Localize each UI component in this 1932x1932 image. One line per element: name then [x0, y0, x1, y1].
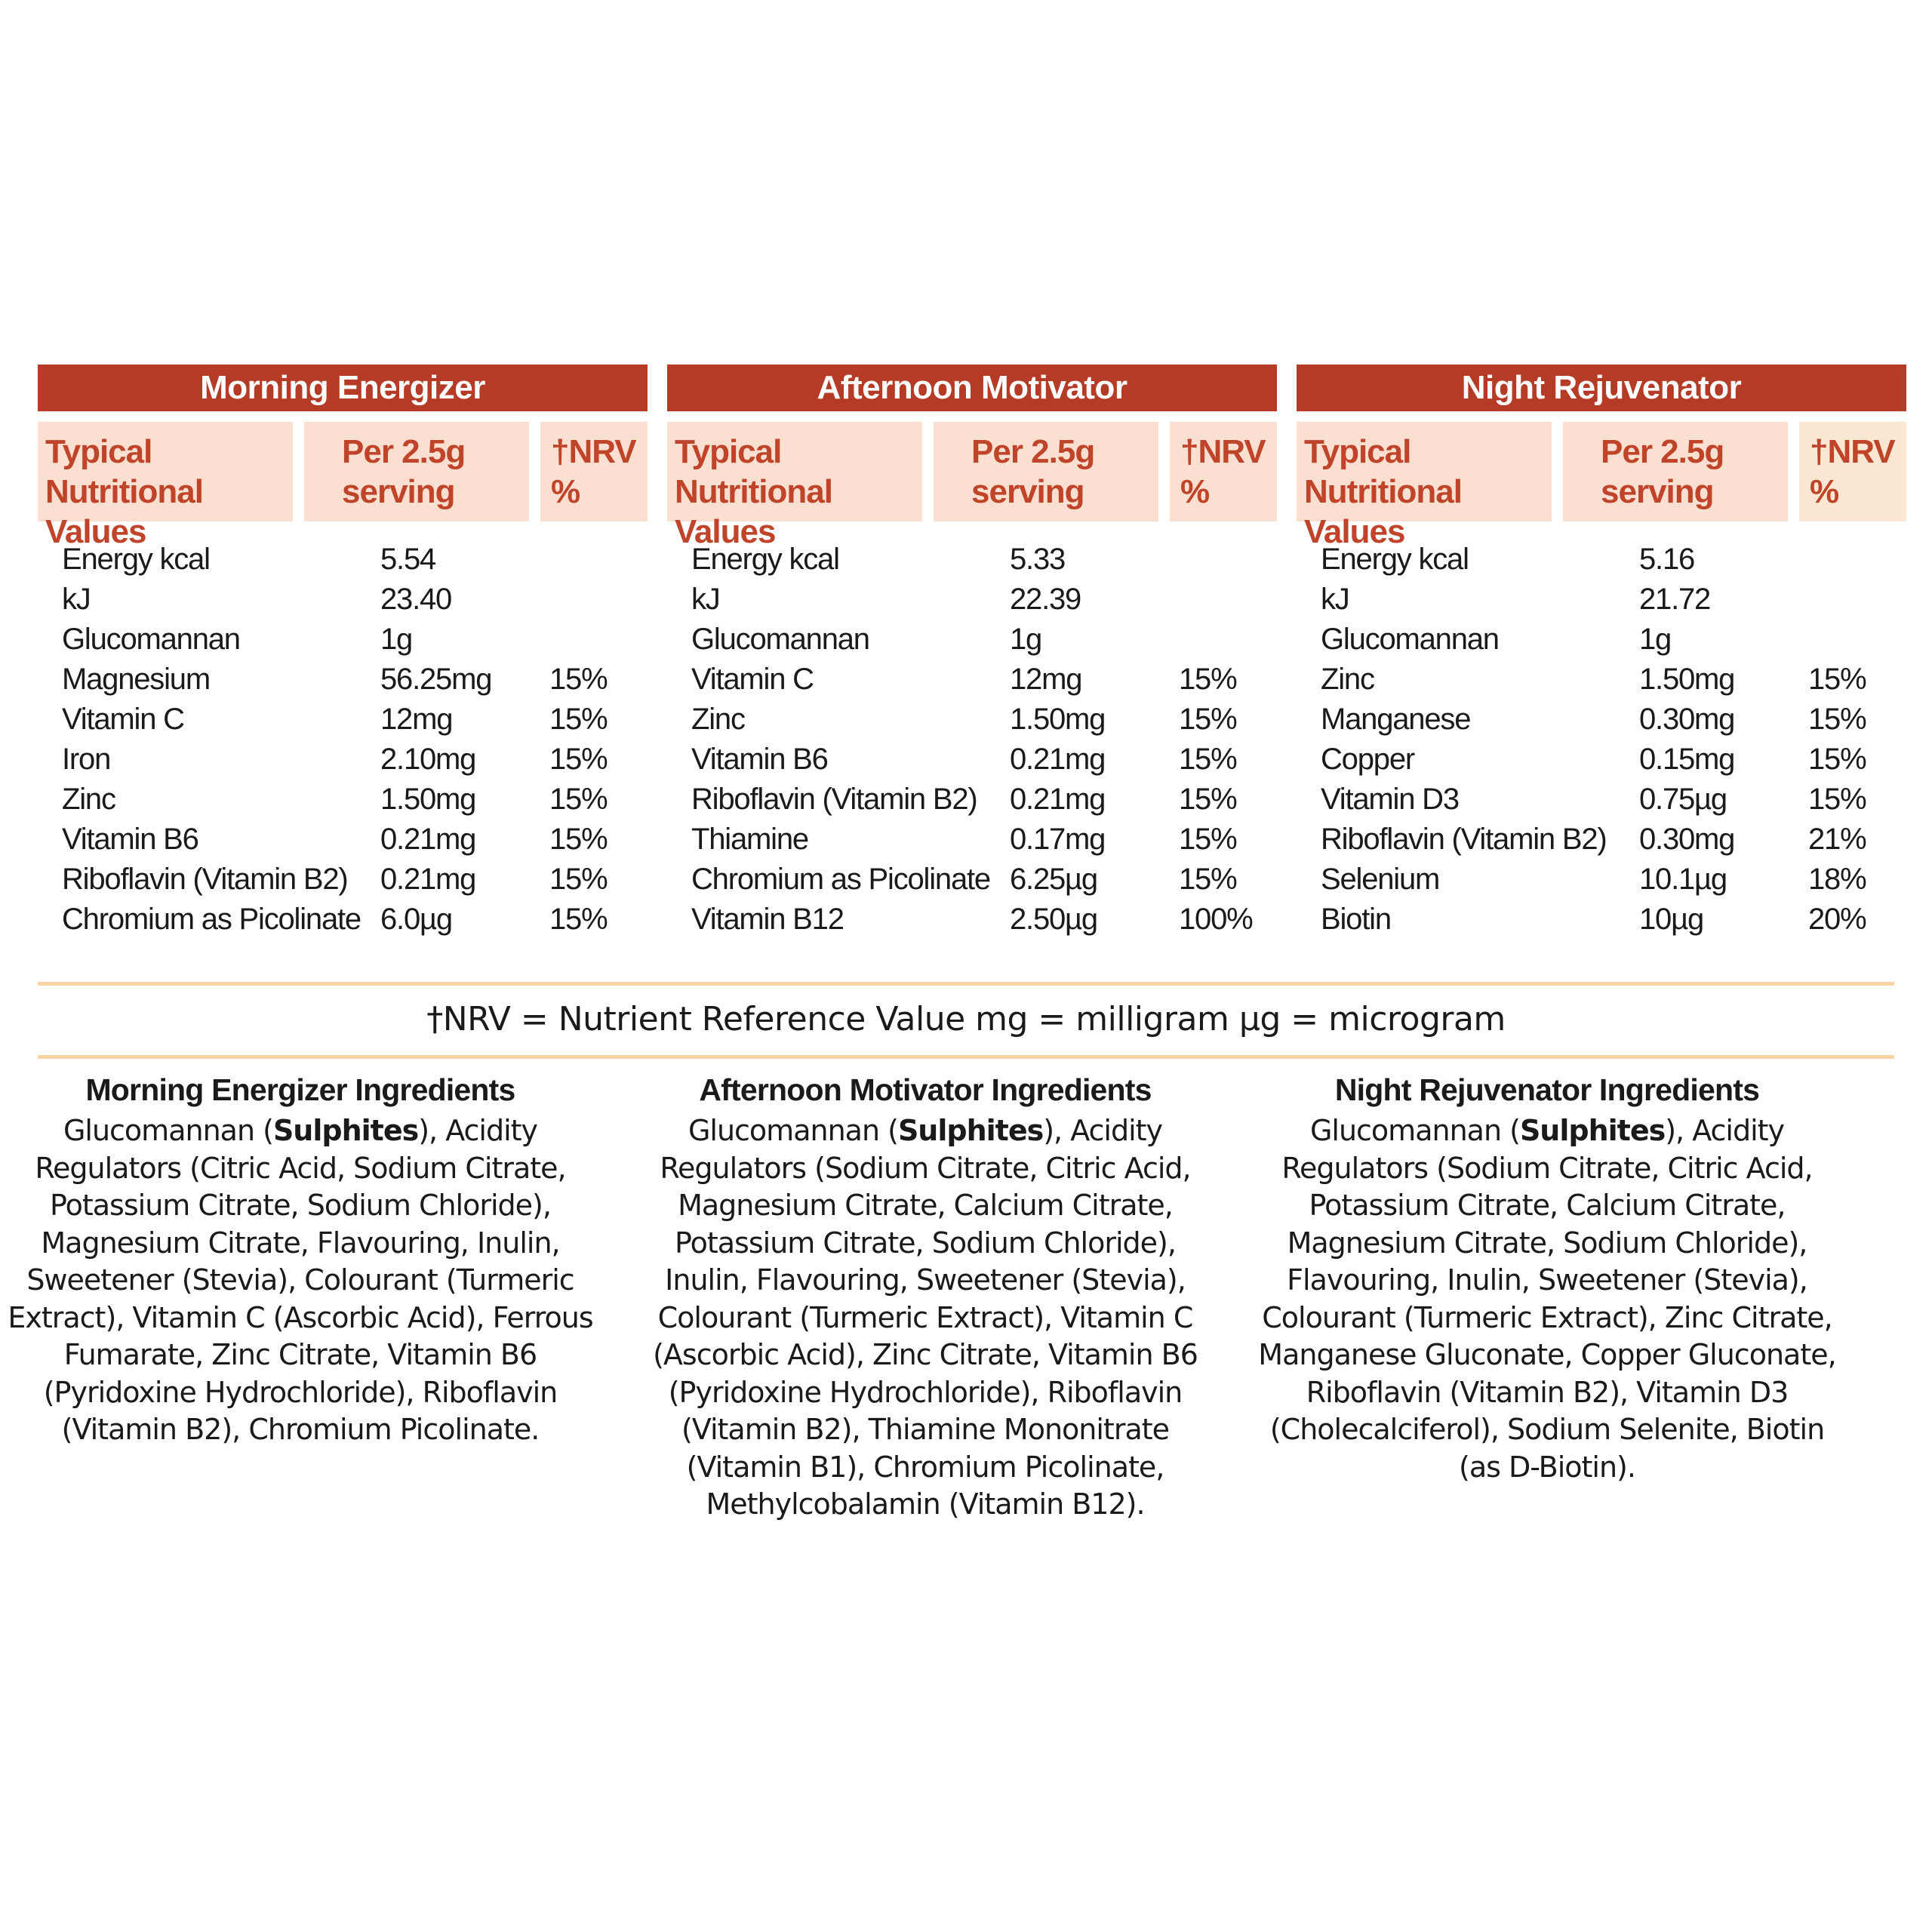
nutrient-value: 12mg — [1010, 663, 1082, 696]
nutrient-nrv: 15% — [549, 863, 608, 896]
table-row — [1297, 740, 1906, 780]
header-serving: Per 2.5g serving — [1563, 422, 1788, 521]
table-header — [38, 422, 648, 550]
nutrient-value: 0.15mg — [1639, 743, 1735, 776]
panel-title: Morning Energizer — [38, 365, 648, 411]
nutrient-nrv: 15% — [1808, 663, 1866, 696]
nutrient-value: 12mg — [380, 703, 453, 736]
ingredients-title: Morning Energizer Ingredients — [85, 1072, 515, 1107]
nutrient-rows — [38, 540, 648, 940]
table-row — [667, 700, 1277, 740]
nutrient-value: 22.39 — [1010, 583, 1081, 616]
table-row — [1297, 820, 1906, 860]
nutrient-value: 0.30mg — [1639, 823, 1735, 856]
nutrient-nrv: 15% — [1179, 663, 1237, 696]
nutrient-name: Energy kcal — [62, 543, 210, 576]
panel-title: Night Rejuvenator — [1297, 365, 1906, 411]
nutrient-value: 0.21mg — [1010, 783, 1106, 816]
nutrient-nrv: 15% — [1808, 703, 1866, 736]
nutrient-name: Vitamin D3 — [1321, 783, 1459, 816]
header-nutrient: Typical Nutritional Values — [38, 422, 293, 521]
nutrient-value: 2.50µg — [1010, 903, 1097, 936]
table-header — [667, 422, 1277, 550]
nutrient-rows — [1297, 540, 1906, 940]
nutrient-name: Vitamin B6 — [691, 743, 828, 776]
allergen-highlight: Sulphites — [1519, 1114, 1666, 1147]
nutrient-name: Zinc — [62, 783, 115, 816]
nutrient-name: Energy kcal — [691, 543, 839, 576]
nutrient-value: 10.1µg — [1639, 863, 1727, 896]
nutrient-name: Selenium — [1321, 863, 1440, 896]
nutrient-nrv: 100% — [1179, 903, 1253, 936]
nutrient-value: 1.50mg — [1010, 703, 1106, 736]
table-row — [667, 860, 1277, 900]
table-row — [38, 860, 648, 900]
nutrient-nrv: 15% — [1179, 863, 1237, 896]
table-row — [667, 660, 1277, 700]
header-serving: Per 2.5g serving — [934, 422, 1158, 521]
panel-morning-energizer — [38, 365, 648, 940]
nutrient-name: Chromium as Picolinate — [62, 903, 361, 936]
nutrient-value: 23.40 — [380, 583, 452, 616]
ingredients-title: Night Rejuvenator Ingredients — [1334, 1072, 1760, 1107]
table-row — [667, 900, 1277, 940]
table-row — [38, 620, 648, 660]
nutrient-value: 0.21mg — [1010, 743, 1106, 776]
nutrient-value: 1g — [1010, 623, 1042, 656]
nutrient-name: Zinc — [1321, 663, 1374, 696]
nutrient-nrv: 15% — [1179, 783, 1237, 816]
nutrient-value: 5.54 — [380, 543, 436, 576]
nrv-legend: †NRV = Nutrient Reference Value mg = milligram µg = microgram — [426, 1000, 1506, 1038]
nutrient-value: 0.17mg — [1010, 823, 1106, 856]
nutrient-nrv: 15% — [1179, 823, 1237, 856]
table-row — [667, 620, 1277, 660]
allergen-highlight: Sulphites — [272, 1114, 419, 1147]
nutrient-nrv: 18% — [1808, 863, 1866, 896]
nutrient-name: Vitamin C — [691, 663, 814, 696]
ingredients-text: Glucomannan (Sulphites), Acidity Regulators (Sodium Citrate, Citric Acid, Potassium Citrate, Calcium Citrate, Magnesium Citrate, Sodium Chloride), Flavouring, Inulin, Sweetener (Stevia), Colourant (Turmeric Extract), Zinc Citrate, Manganese Gluconate, Copper Gluconate, Riboflavin (Vitamin B2), Vitamin D3 (Cholecalciferol), Sodium Selenite, Biotin (as D-Biotin). — [1258, 1114, 1836, 1484]
nutrient-nrv: 15% — [549, 903, 608, 936]
nutrient-nrv: 15% — [549, 743, 608, 776]
nutrient-name: Glucomannan — [62, 623, 240, 656]
nutrient-nrv: 15% — [1808, 743, 1866, 776]
table-row — [667, 580, 1277, 620]
panel-title: Afternoon Motivator — [667, 365, 1277, 411]
ingredients-afternoon-motivator — [631, 1069, 1220, 1524]
header-nrv: †NRV % — [1170, 422, 1277, 521]
nutrient-nrv: 15% — [1179, 743, 1237, 776]
nutrient-value: 6.0µg — [380, 903, 452, 936]
table-row — [38, 700, 648, 740]
panel-afternoon-motivator — [667, 365, 1277, 940]
nutrient-name: Energy kcal — [1321, 543, 1469, 576]
table-header — [1297, 422, 1906, 550]
table-row — [38, 580, 648, 620]
nutrient-value: 5.16 — [1639, 543, 1695, 576]
header-nrv: †NRV % — [1799, 422, 1906, 521]
table-row — [667, 820, 1277, 860]
nutrient-value: 0.21mg — [380, 863, 476, 896]
nutrient-value: 56.25mg — [380, 663, 492, 696]
nutrient-name: Biotin — [1321, 903, 1391, 936]
divider — [38, 1055, 1894, 1059]
ingredients-text: Glucomannan (Sulphites), Acidity Regulators (Sodium Citrate, Citric Acid, Magnesium Citrate, Calcium Citrate, Potassium Citrate, Sodium Chloride), Inulin, Flavouring, Sweetener (Stevia), Colourant (Turmeric Extract), Vitamin C (Ascorbic Acid), Zinc Citrate, Vitamin B6 (Pyridoxine Hydrochloride), Riboflavin (Vitamin B2), Thiamine Mononitrate (Vitamin B1), Chromium Picolinate, Methylcobalamin (Vitamin B12). — [653, 1114, 1198, 1521]
nutrient-nrv: 15% — [1179, 703, 1237, 736]
nutrient-nrv: 15% — [549, 663, 608, 696]
nutrient-value: 6.25µg — [1010, 863, 1097, 896]
nutrient-nrv: 15% — [549, 783, 608, 816]
divider — [38, 982, 1894, 986]
table-row — [38, 820, 648, 860]
table-row — [38, 900, 648, 940]
header-serving: Per 2.5g serving — [304, 422, 529, 521]
nutrient-nrv: 15% — [549, 823, 608, 856]
table-row — [38, 740, 648, 780]
table-row — [1297, 700, 1906, 740]
nutrient-value: 10µg — [1639, 903, 1703, 936]
nutrient-rows — [667, 540, 1277, 940]
nutrient-nrv: 15% — [549, 703, 608, 736]
nutrient-name: Manganese — [1321, 703, 1471, 736]
table-row — [38, 660, 648, 700]
nutrient-name: kJ — [62, 583, 91, 616]
table-row — [1297, 620, 1906, 660]
table-row — [38, 780, 648, 820]
nutrient-value: 1.50mg — [1639, 663, 1735, 696]
nutrient-nrv: 21% — [1808, 823, 1866, 856]
nutrient-name: Vitamin B12 — [691, 903, 844, 936]
table-row — [1297, 780, 1906, 820]
nutrient-name: Glucomannan — [691, 623, 869, 656]
nutrient-value: 1g — [1639, 623, 1672, 656]
nutrient-name: kJ — [691, 583, 720, 616]
header-nrv: †NRV % — [540, 422, 648, 521]
nutrient-name: Riboflavin (Vitamin B2) — [62, 863, 348, 896]
nutrient-name: Glucomannan — [1321, 623, 1499, 656]
header-nutrient: Typical Nutritional Values — [667, 422, 922, 521]
nutrient-name: Copper — [1321, 743, 1414, 776]
nutrient-name: Thiamine — [691, 823, 808, 856]
nutrient-name: Magnesium — [62, 663, 210, 696]
header-nutrient: Typical Nutritional Values — [1297, 422, 1552, 521]
table-row — [1297, 660, 1906, 700]
allergen-highlight: Sulphites — [897, 1114, 1044, 1147]
panel-night-rejuvenator — [1297, 365, 1906, 940]
ingredients-night-rejuvenator — [1253, 1069, 1841, 1486]
nutrient-value: 2.10mg — [380, 743, 476, 776]
ingredients-title: Afternoon Motivator Ingredients — [699, 1072, 1152, 1107]
nutrient-value: 5.33 — [1010, 543, 1066, 576]
nutrient-nrv: 20% — [1808, 903, 1866, 936]
nutrient-value: 0.30mg — [1639, 703, 1735, 736]
nutrient-name: kJ — [1321, 583, 1349, 616]
nutrient-nrv: 15% — [1808, 783, 1866, 816]
nutrient-name: Vitamin C — [62, 703, 184, 736]
nutrient-name: Chromium as Picolinate — [691, 863, 990, 896]
ingredients-morning-energizer — [6, 1069, 595, 1449]
nutrient-value: 0.21mg — [380, 823, 476, 856]
table-row — [38, 540, 648, 580]
nutrient-name: Riboflavin (Vitamin B2) — [691, 783, 977, 816]
nutrient-value: 1.50mg — [380, 783, 476, 816]
table-row — [667, 780, 1277, 820]
table-row — [667, 540, 1277, 580]
nutrient-name: Zinc — [691, 703, 745, 736]
table-row — [1297, 860, 1906, 900]
nutrient-value: 1g — [380, 623, 413, 656]
nutrient-value: 0.75µg — [1639, 783, 1727, 816]
nutrient-value: 21.72 — [1639, 583, 1711, 616]
nutrient-name: Vitamin B6 — [62, 823, 198, 856]
ingredients-text: Glucomannan (Sulphites), Acidity Regulators (Citric Acid, Sodium Citrate, Potassium Citrate, Sodium Chloride), Magnesium Citrate, Flavouring, Inulin, Sweetener (Stevia), Colourant (Turmeric Extract), Vitamin C (Ascorbic Acid), Ferrous Fumarate, Zinc Citrate, Vitamin B6 (Pyridoxine Hydrochloride), Riboflavin (Vitamin B2), Chromium Picolinate. — [8, 1114, 593, 1446]
nutrient-name: Iron — [62, 743, 111, 776]
table-row — [1297, 540, 1906, 580]
table-row — [1297, 580, 1906, 620]
table-row — [1297, 900, 1906, 940]
table-row — [667, 740, 1277, 780]
nutrient-name: Riboflavin (Vitamin B2) — [1321, 823, 1607, 856]
